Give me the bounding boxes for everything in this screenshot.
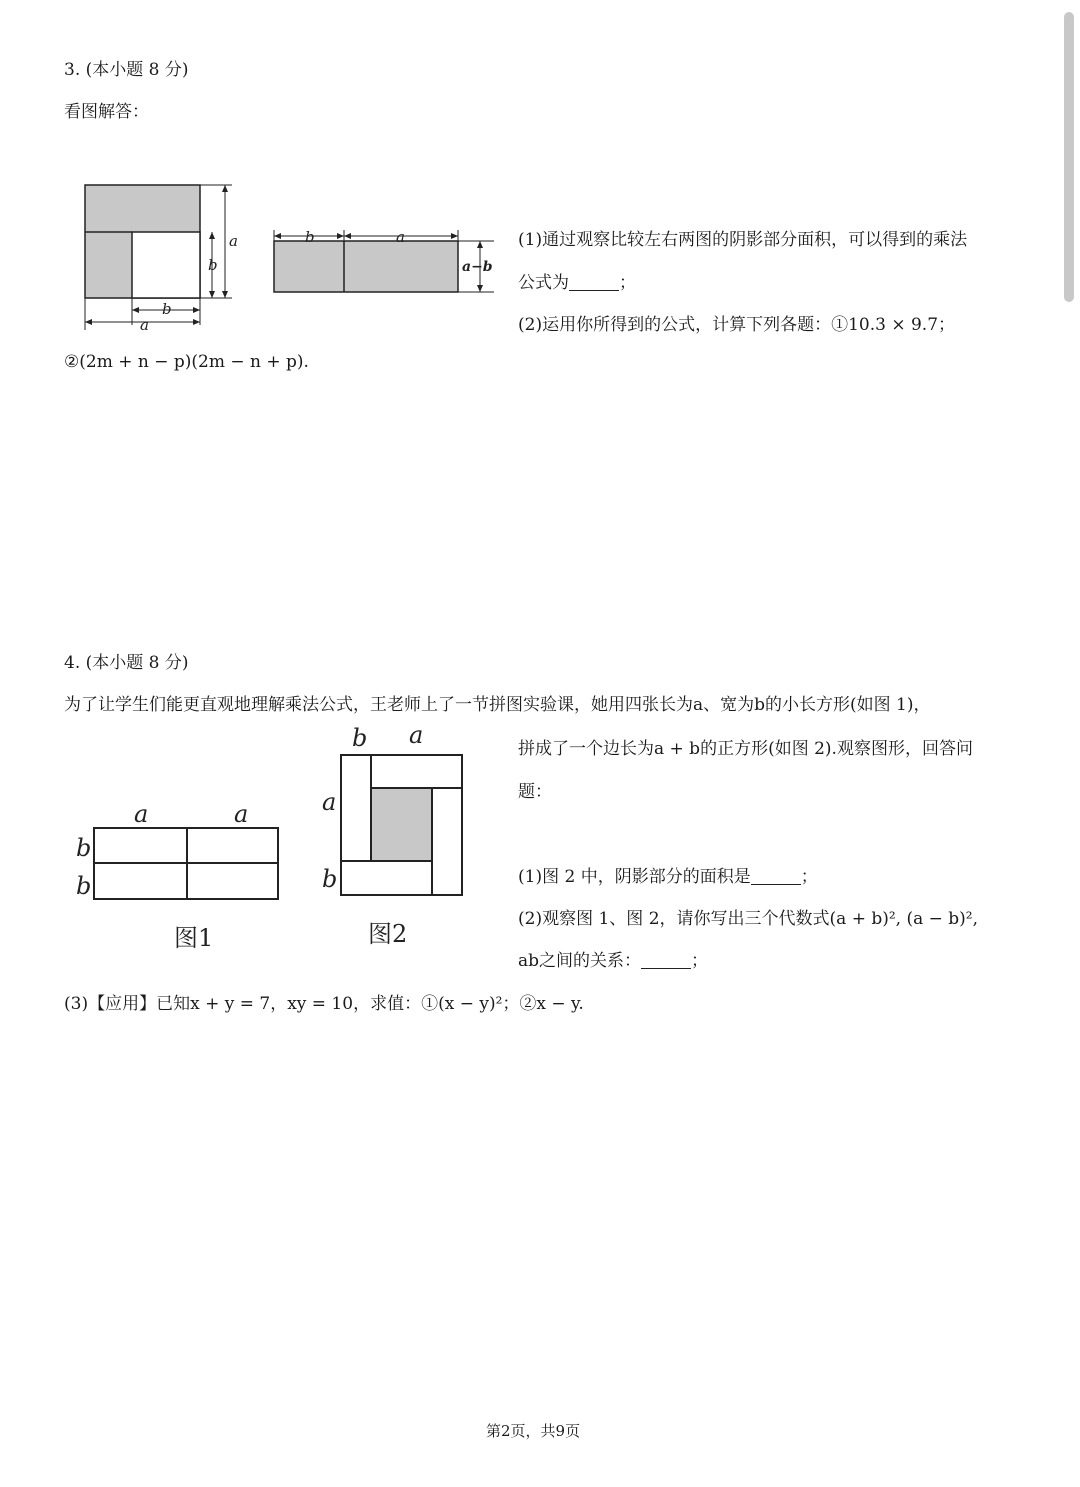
- answer-blank: [641, 951, 691, 969]
- fig1-label-b: b: [76, 834, 92, 862]
- label-a: a: [229, 232, 238, 250]
- q3-part2-line1: (2)运用你所得到的公式，计算下列各题：①10.3 × 9.7；: [518, 315, 956, 335]
- answer-blank: [569, 273, 619, 291]
- q4-part1: (1)图 2 中，阴影部分的面积是 ；: [518, 867, 818, 887]
- fig1-label-b: b: [76, 872, 92, 900]
- q4-part2-line1: (2)观察图 1、图 2，请你写出三个代数式(a + b)², (a − b)²,: [518, 909, 979, 929]
- q3-left-figure: [85, 185, 238, 334]
- fig1-label-a: a: [134, 800, 149, 828]
- fig2-label-a: a: [409, 721, 424, 749]
- q3-title: 3. (本小题 8 分): [64, 60, 189, 80]
- q3-part1-line2: 公式为 ；: [518, 273, 636, 293]
- label-b: b: [162, 300, 172, 318]
- label-b: b: [305, 228, 315, 246]
- q4-figure-1: [76, 800, 278, 952]
- q4-figures: [66, 718, 476, 958]
- answer-blank: [751, 867, 801, 885]
- label-a: a: [140, 316, 149, 334]
- q3-figures: [82, 180, 502, 335]
- fig2-label-b: b: [322, 865, 338, 893]
- q3-prompt: 看图解答：: [64, 102, 149, 122]
- scrollbar-thumb[interactable]: [1064, 12, 1074, 302]
- fig2-caption: 图2: [368, 920, 408, 948]
- q4-intro-line2: 拼成了一个边长为a + b的正方形(如图 2).观察图形，回答问: [518, 739, 973, 759]
- fig2-label-b: b: [352, 724, 368, 752]
- fig2-label-a: a: [322, 788, 337, 816]
- label-a-minus-b: a−b: [462, 259, 493, 275]
- fig1-label-a: a: [234, 800, 249, 828]
- q4-title: 4. (本小题 8 分): [64, 653, 189, 673]
- page-footer: 第2页，共9页: [486, 1422, 581, 1440]
- q4-part3: (3)【应用】已知x + y = 7，xy = 10，求值：①(x − y)²；②x − y.: [64, 994, 584, 1014]
- q3-part2-line2: ②(2m + n − p)(2m − n + p).: [64, 352, 309, 372]
- q4-intro-line1: 为了让学生们能更直观地理解乘法公式，王老师上了一节拼图实验课，她用四张长为a、宽为b的小长方形(如图 1)，: [64, 695, 931, 715]
- scrollbar-track[interactable]: [1058, 0, 1080, 1487]
- label-a: a: [396, 228, 405, 246]
- q3-part1-line1: (1)通过观察比较左右两图的阴影部分面积，可以得到的乘法: [518, 230, 968, 250]
- label-b: b: [208, 256, 218, 274]
- q4-figure-2: [322, 721, 462, 948]
- q3-right-figure: [274, 228, 494, 292]
- q4-part2-line2: ab之间的关系： ；: [518, 951, 709, 971]
- fig1-caption: 图1: [174, 924, 214, 952]
- q4-intro-line3: 题：: [518, 782, 552, 802]
